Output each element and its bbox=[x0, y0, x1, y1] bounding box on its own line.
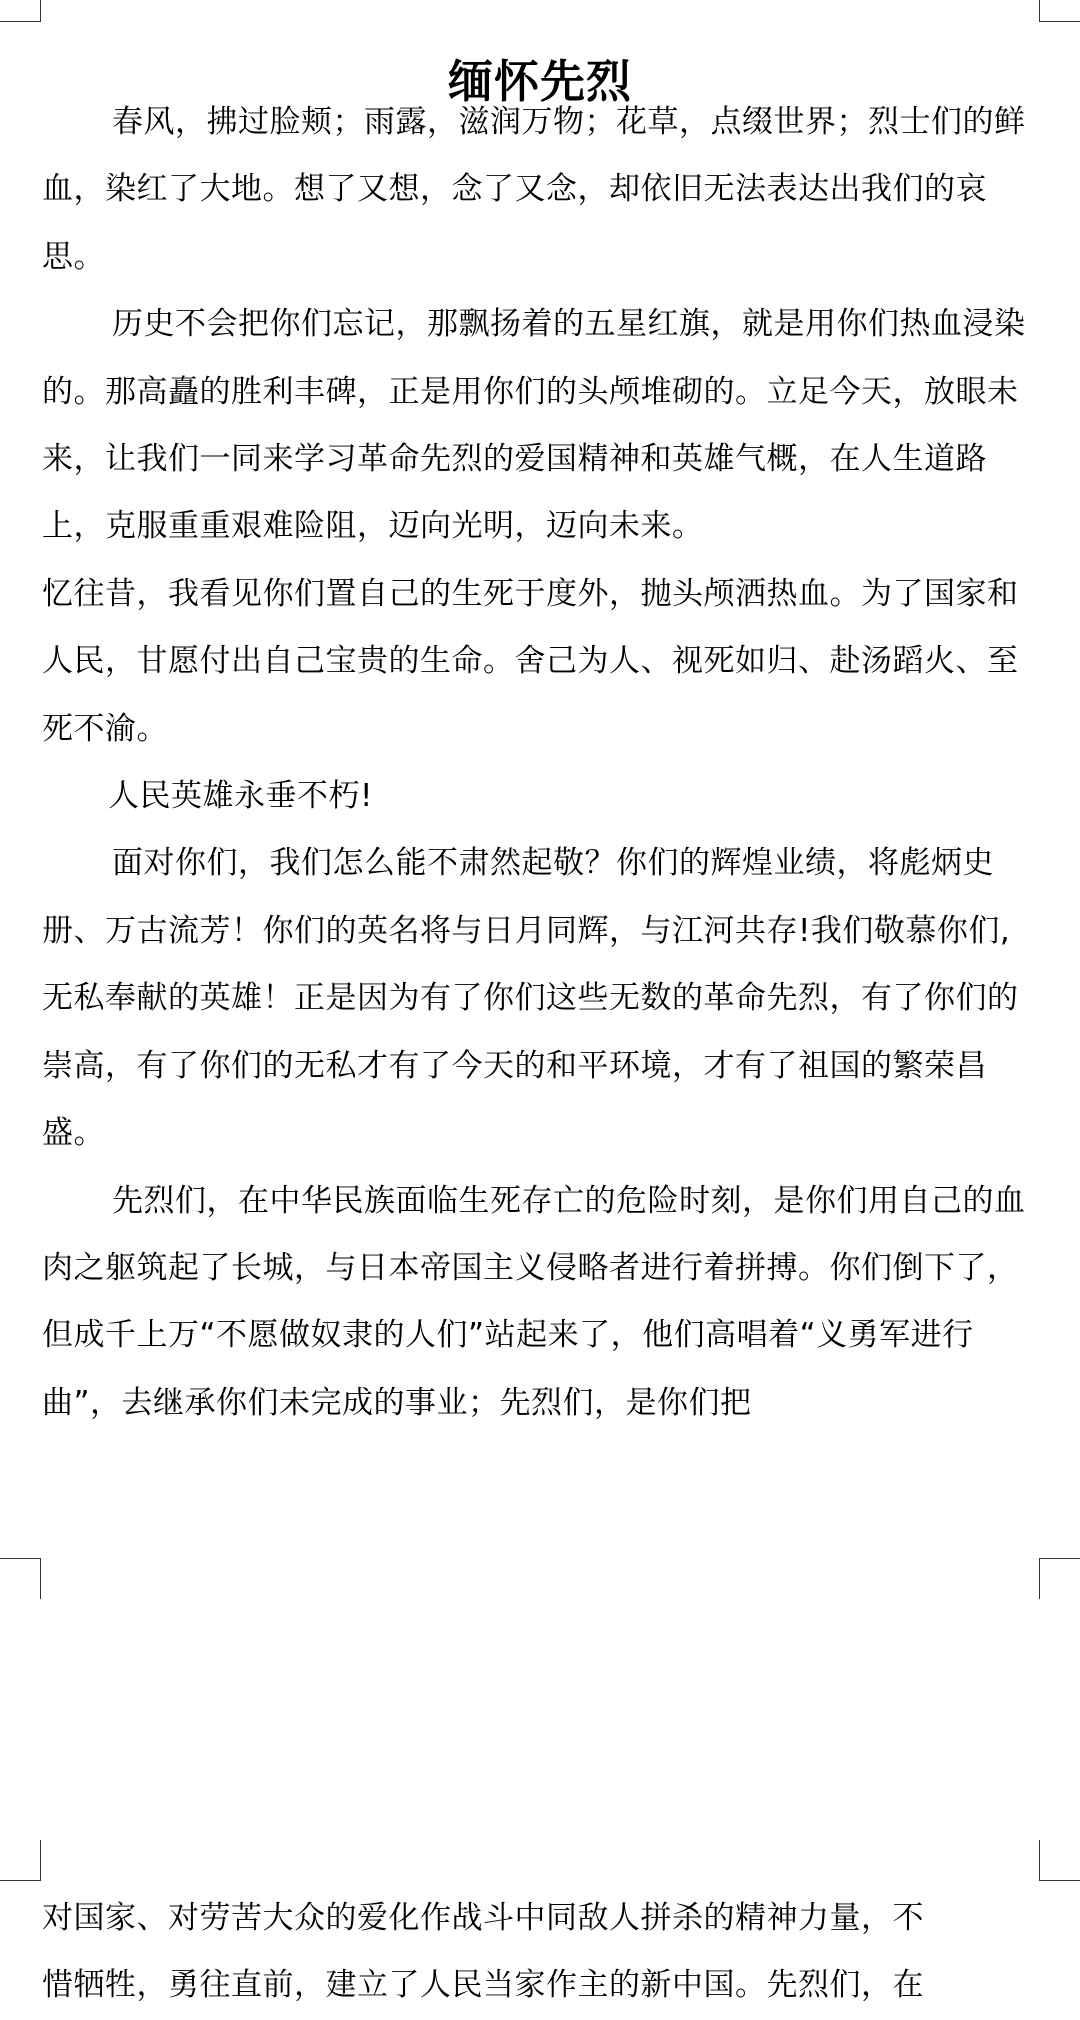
paragraph: 人民英雄永垂不朽! bbox=[108, 778, 373, 815]
paragraph: 先烈们，在中华民族面临生死存亡的危险时刻，是你们用自己的血肉之躯筑起了长城，与日本帝国主义侵略者进行着拼搏。你们倒下了，但成千上万“不愿做奴隶的人们”站起来了，他们高唱着“义勇军进行曲”，去继承你们未完成的事业；先烈们，是你们把 bbox=[42, 1182, 1026, 1421]
document-title: 缅怀先烈 bbox=[447, 55, 632, 109]
crop-mark-top-left bbox=[0, 0, 41, 22]
paragraph: 春风，拂过脸颊；雨露，滋润万物；花草，点缀世界；烈士们的鲜血，染红了大地。想了又想，念了又念，却依旧无法表达出我们的哀思。 bbox=[42, 104, 1026, 275]
crop-mark-bottom-left bbox=[0, 1558, 41, 1599]
crop-mark-top-left bbox=[0, 1840, 41, 1881]
document-body-page-2 bbox=[42, 1885, 1038, 2020]
paragraph: 历史不会把你们忘记，那飘扬着的五星红旗，就是用你们热血浸染的。那高矗的胜利丰碑，正是用你们的头颅堆砌的。立足今天，放眼未来，让我们一同来学习革命先烈的爱国精神和英雄气概，在人生道路上，克服重重艰难险阻，迈向光明，迈向未来。 bbox=[42, 306, 1026, 545]
paragraph: 忆往昔，我看见你们置自己的生死于度外，抛头颅洒热血。为了国家和人民，甘愿付出自己宝贵的生命。舍己为人、视死如归、赴汤蹈火、至死不渝。 bbox=[42, 575, 1019, 747]
paragraph: 对国家、对劳苦大众的爱化作战斗中同敌人拼杀的精神力量，不 bbox=[42, 1900, 924, 1936]
crop-mark-top-right bbox=[1039, 1840, 1080, 1881]
crop-mark-top-right bbox=[1039, 0, 1080, 22]
document-body bbox=[42, 89, 1038, 1437]
crop-mark-bottom-right bbox=[1039, 1558, 1080, 1599]
paragraph: 面对你们，我们怎么能不肃然起敬？你们的辉煌业绩，将彪炳史册、万古流芳！你们的英名将与日月同辉，与江河共存!我们敬慕你们,无私奉献的英雄！正是因为有了你们这些无数的革命先烈，有了你们的崇高，有了你们的无私才有了今天的和平环境，才有了祖国的繁荣昌盛。 bbox=[42, 845, 1019, 1152]
paragraph: 惜牺牲，勇往直前，建立了人民当家作主的新中国。先烈们，在 bbox=[42, 1967, 924, 2004]
